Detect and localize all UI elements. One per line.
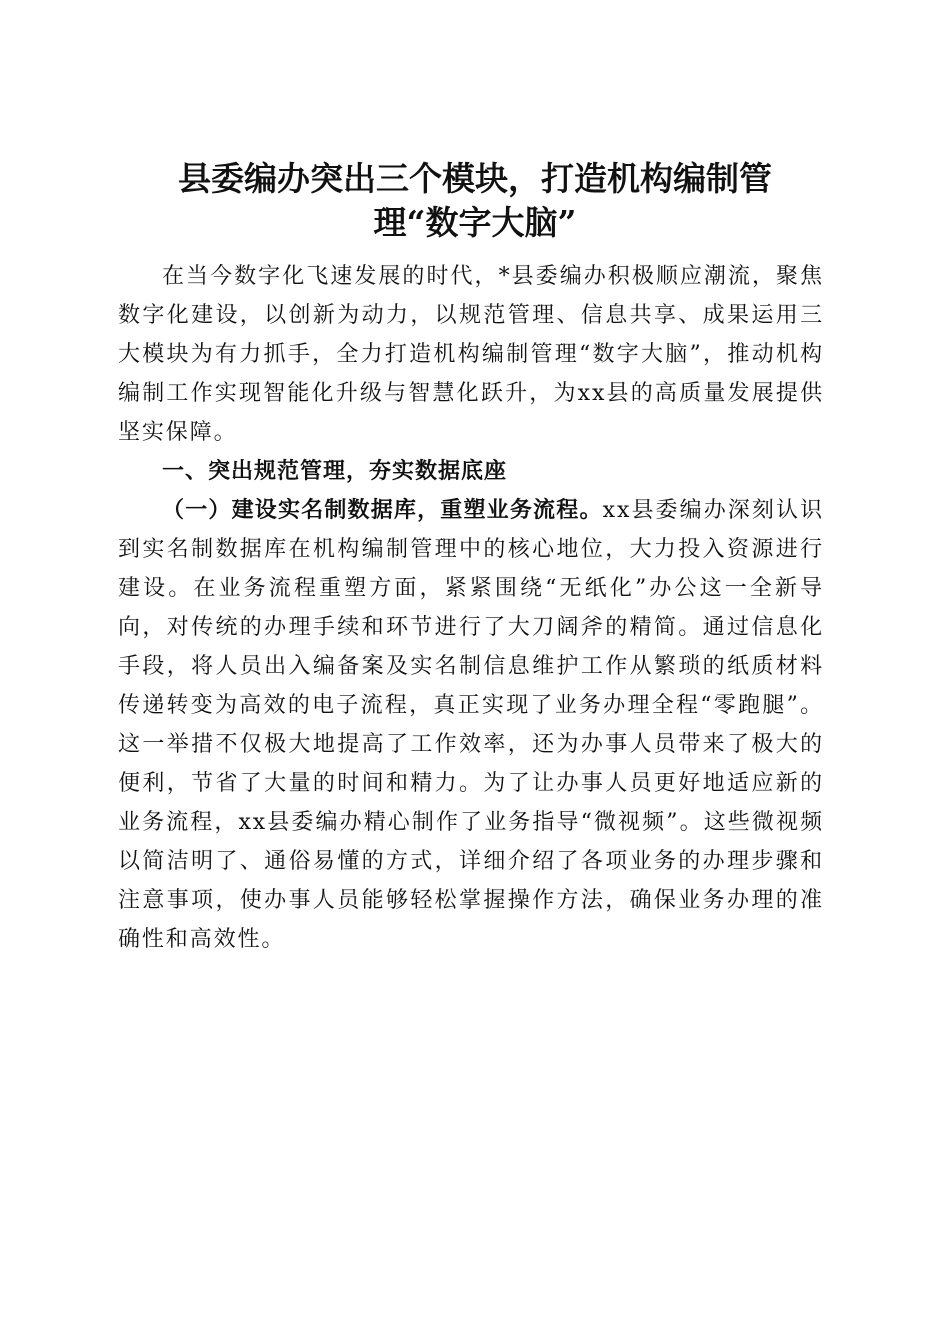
document-title (100, 157, 850, 245)
subsection-1-lead: （一）建设实名制数据库，重塑业务流程。 (162, 497, 603, 523)
title-line-2: 理“数字大脑” (373, 203, 577, 243)
section-1-heading: 一、突出规范管理，夯实数据底座 (162, 459, 508, 484)
title-line-1: 县委编办突出三个模块，打造机构编制管 (178, 159, 772, 199)
subsection-1-paragraph (118, 491, 824, 959)
intro-paragraph: 在当今数字化飞速发展的时代，*县委编办积极顺应潮流，聚焦数字化建设，以创新为动力，以规范管理、信息共享、成果运用三大模块为有力抓手，全力打造机构编制管理“数字大脑”，推动机构编制工作实现智能化升级与智慧化跃升，为xx县的高质量发展提供坚实保障。 (118, 264, 824, 445)
document-body (118, 257, 824, 959)
subsection-1-text: xx县委编办深刻认识到实名制数据库在机构编制管理中的核心地位，大力投入资源进行建设。在业务流程重塑方面，紧紧围绕“无纸化”办公这一全新导向，对传统的办理手续和环节进行了大刀阔斧的精简。通过信息化手段，将人员出入编备案及实名制信息维护工作从繁琐的纸质材料传递转变为高效的电子流程，真正实现了业务办理全程“零跑腿”。这一举措不仅极大地提高了工作效率，还为办事人员带来了极大的便利，节省了大量的时间和精力。为了让办事人员更好地适应新的业务流程，xx县委编办精心制作了业务指导“微视频”。这些微视频以简洁明了、通俗易懂的方式，详细介绍了各项业务的办理步骤和注意事项，使办事人员能够轻松掌握操作方法，确保业务办理的准确性和高效性。 (118, 498, 824, 952)
